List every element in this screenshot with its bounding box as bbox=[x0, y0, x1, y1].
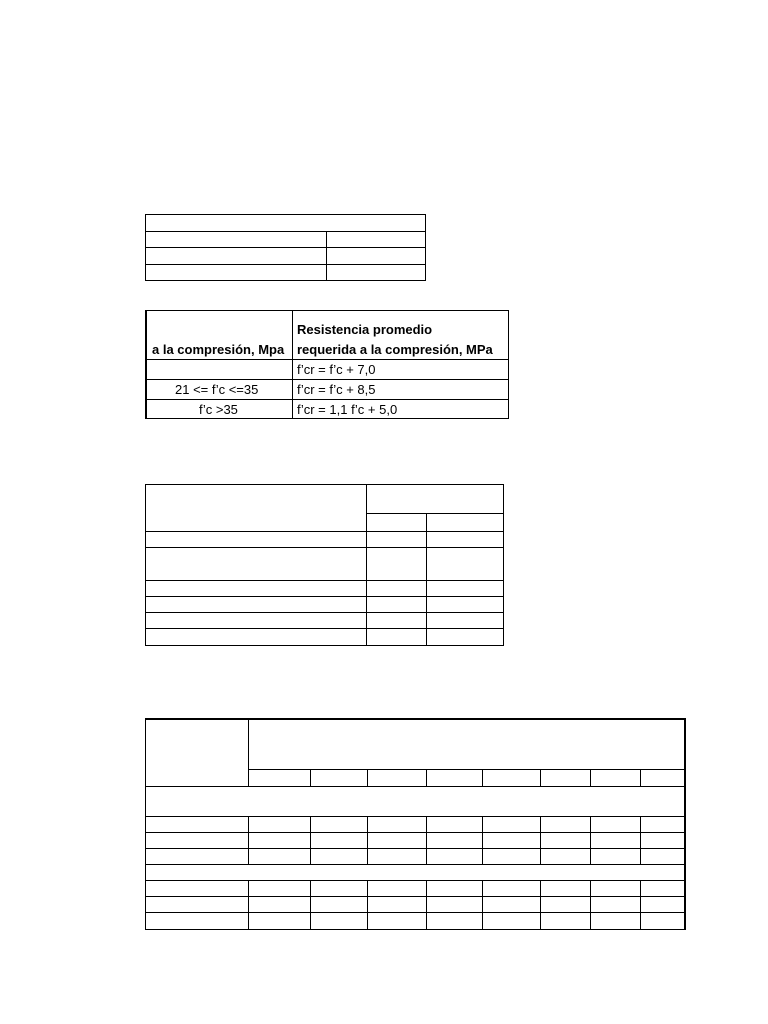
table-2-header-specified-strength: a la compresión, Mpa bbox=[152, 342, 285, 357]
table-4-row-line bbox=[145, 864, 686, 865]
table-2-row-1-formula: f’cr = f’c + 7,0 bbox=[297, 362, 376, 377]
table-2-header-bottom bbox=[145, 359, 509, 360]
table-4-col-line bbox=[540, 880, 541, 930]
table-4-row-line bbox=[145, 896, 686, 897]
table-4-col-line bbox=[640, 769, 641, 787]
table-1-row-line bbox=[145, 247, 426, 248]
table-2-border-top bbox=[145, 310, 509, 311]
table-1-border-left bbox=[145, 214, 146, 281]
table-4-col-line bbox=[540, 816, 541, 865]
table-4-col-line bbox=[367, 816, 368, 865]
table-4-col-line bbox=[640, 816, 641, 865]
table-4-col-line bbox=[540, 769, 541, 787]
table-3-col-line bbox=[426, 513, 427, 646]
table-3-border-right bbox=[503, 484, 504, 646]
table-3-row-line bbox=[145, 580, 504, 581]
table-4-col-line bbox=[426, 816, 427, 865]
table-4-col-line bbox=[248, 880, 249, 930]
table-4-border-left bbox=[145, 718, 146, 930]
table-3-subheader-line bbox=[367, 513, 504, 514]
table-2-border-right bbox=[508, 310, 509, 419]
table-2-col-line bbox=[292, 310, 293, 419]
table-4-row-line bbox=[145, 816, 686, 817]
table-4-col-line bbox=[590, 880, 591, 930]
table-2-row-3-formula: f’cr = 1,1 f’c + 5,0 bbox=[297, 402, 398, 417]
table-4-col-line bbox=[482, 880, 483, 930]
table-4-col-line bbox=[310, 769, 311, 787]
table-4-subheader-line bbox=[248, 769, 686, 770]
table-3-row-line bbox=[145, 628, 504, 629]
table-4-border-right bbox=[684, 718, 686, 930]
table-1-row-line bbox=[145, 264, 426, 265]
table-2-header-required-strength-line1: Resistencia promedio bbox=[297, 322, 433, 337]
table-1-border-bottom bbox=[145, 280, 426, 281]
table-4-col-line bbox=[367, 769, 368, 787]
table-4-border-bottom bbox=[145, 929, 686, 930]
table-3-border-bottom bbox=[145, 645, 504, 646]
table-4-col-line bbox=[367, 880, 368, 930]
table-1-border-right bbox=[425, 214, 426, 281]
table-2-row-line bbox=[145, 379, 509, 380]
table-3-border-left bbox=[145, 484, 146, 646]
table-4-col-line bbox=[590, 769, 591, 787]
table-3-row-line bbox=[145, 547, 504, 548]
table-3-row-line bbox=[145, 612, 504, 613]
table-4-col-line bbox=[590, 816, 591, 865]
table-1-col-line bbox=[326, 231, 327, 281]
table-3-row-line bbox=[145, 596, 504, 597]
table-3-border-top bbox=[145, 484, 504, 485]
table-1-row-line bbox=[145, 231, 426, 232]
table-3-col-line bbox=[366, 484, 367, 646]
table-4-row-line bbox=[145, 880, 686, 881]
table-2-header-required-strength-line2: requerida a la compresión, MPa bbox=[297, 342, 493, 357]
table-4-row-line bbox=[145, 848, 686, 849]
table-4-col-line bbox=[310, 816, 311, 865]
table-4-col-line bbox=[248, 718, 249, 787]
table-2-row-line bbox=[145, 399, 509, 400]
table-4-col-line bbox=[310, 880, 311, 930]
table-4-col-line bbox=[426, 880, 427, 930]
table-4-row-line bbox=[145, 912, 686, 913]
table-4-col-line bbox=[640, 880, 641, 930]
table-3-header-bottom bbox=[145, 531, 504, 532]
table-2-border-bottom bbox=[145, 418, 509, 419]
table-2-row-3-range: f’c >35 bbox=[199, 402, 238, 417]
table-2-row-2-formula: f’cr = f’c + 8,5 bbox=[297, 382, 376, 397]
table-4-col-line bbox=[426, 769, 427, 787]
table-2-border-left bbox=[145, 310, 147, 419]
table-2-row-2-range: 21 <= f’c <=35 bbox=[175, 382, 259, 397]
table-4-col-line bbox=[248, 816, 249, 865]
table-4-col-line bbox=[482, 816, 483, 865]
table-4-row-line bbox=[145, 832, 686, 833]
table-4-header-bottom bbox=[145, 786, 686, 787]
table-4-border-top bbox=[145, 718, 686, 720]
table-1-border-top bbox=[145, 214, 426, 215]
table-4-col-line bbox=[482, 769, 483, 787]
